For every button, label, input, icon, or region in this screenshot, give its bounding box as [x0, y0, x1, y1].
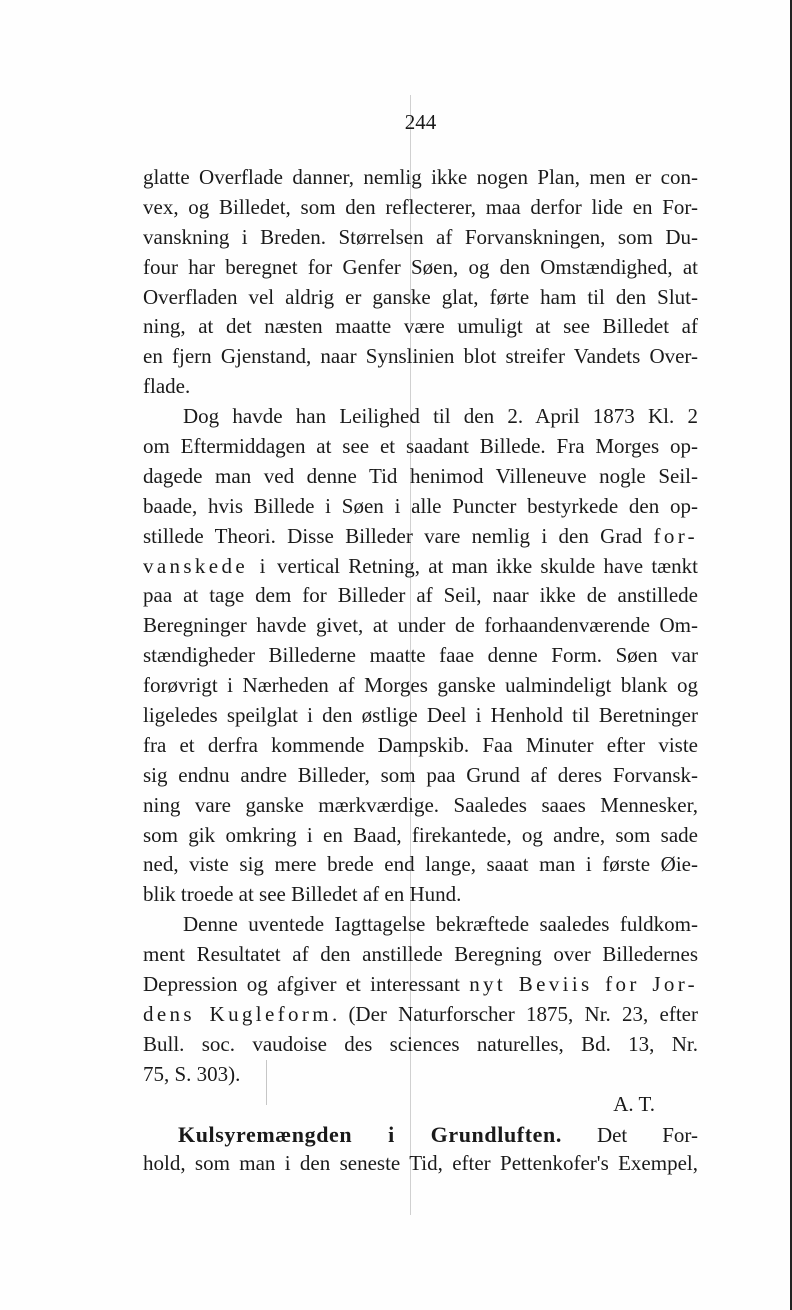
text-line: Bull. soc. vaudoise des sciences naturelles, Bd. 13, Nr. [143, 1031, 698, 1056]
text-line: Denne uventede Iagttagelse bekræftede saaledes fuldkom- [183, 912, 698, 937]
text-line: ning vare ganske mærkværdige. Saaledes saaes Mennesker, [143, 792, 698, 817]
text-line: en fjern Gjenstand, naar Synslinien blot streifer Vandets Over- [143, 344, 698, 369]
text-line: dagede man ved denne Tid henimod Villeneuve nogle Seil- [143, 463, 698, 488]
text-line: blik troede at see Billedet af en Hund. [143, 882, 462, 907]
text-line: om Eftermiddagen at see et saadant Billede. Fra Morges op- [143, 434, 698, 459]
text-line: Overfladen vel aldrig er ganske glat, førte ham til den Slut- [143, 284, 698, 309]
text-segment: vertical Retning, at man ikke skulde have tænkt [277, 553, 698, 578]
text-line: four har beregnet for Genfer Søen, og den Omstændighed, at [143, 254, 698, 279]
page-number: 244 [404, 110, 437, 134]
text-line: fra et derfra kommende Dampskib. Faa Minuter efter viste [143, 732, 698, 757]
text-line [143, 552, 698, 582]
text-line: som gik omkring i en Baad, firekantede, og andre, som sade [143, 822, 698, 847]
author-signature: A. T. [613, 1091, 655, 1116]
text-line: stændigheder Billederne maatte faae denne Form. Søen var [143, 643, 698, 668]
article-paragraph [143, 1120, 698, 1180]
text-line: baade, hvis Billede i Søen i alle Puncter bestyrkede den op- [143, 493, 698, 518]
text-line: ligeledes speilglat i den østlige Deel i Henhold til Beretninger [143, 703, 698, 728]
text-line: paa at tage dem for Billeder af Seil, naar ikke de anstillede [143, 583, 698, 608]
text-line: ment Resultatet af den anstillede Beregning over Billedernes [143, 942, 698, 967]
text-line: forøvrigt i Nærheden af Morges ganske ualmindeligt blank og [143, 673, 698, 698]
text-line [143, 970, 698, 1000]
text-segment: Det For- [596, 1122, 698, 1147]
paragraph-continued [143, 163, 698, 402]
spaced-emphasis: nyt Beviis for Jor- [469, 972, 698, 997]
text-segment: stillede Theori. Disse Billeder vare nemlig i den Grad [143, 523, 643, 548]
text-line: vanskning i Breden. Størrelsen af Forvanskningen, som Du- [143, 224, 698, 249]
text-line [143, 1000, 698, 1030]
text-line: hold, som man i den seneste Tid, efter Pettenkofer's Exempel, [143, 1151, 698, 1176]
text-segment: Depression og afgiver et interessant [143, 972, 460, 997]
spaced-emphasis: dens Kugleform [143, 1001, 332, 1026]
text-line: 75, S. 303). [143, 1061, 241, 1086]
text-segment: . (Der Naturforscher 1875, Nr. 23, efter [331, 1001, 698, 1026]
text-line: sig endnu andre Billeder, som paa Grund af deres Forvansk- [143, 762, 698, 787]
spaced-emphasis: vanskede i [143, 553, 269, 578]
spaced-emphasis: for- [653, 523, 698, 548]
text-line: glatte Overflade danner, nemlig ikke nogen Plan, men er con- [143, 165, 698, 189]
text-line [143, 1120, 698, 1150]
text-line [143, 522, 698, 552]
text-line: Dog havde han Leilighed til den 2. April 1873 Kl. 2 [183, 404, 698, 429]
text-line: ned, viste sig mere brede end lange, saaat man i første Øie- [143, 852, 698, 877]
text-line: flade. [143, 374, 191, 399]
text-line: Beregninger havde givet, at under de forhaandenværende Om- [143, 613, 698, 638]
text-line: vex, og Billedet, som den reflecterer, maa derfor lide en For- [143, 194, 698, 219]
text-block [143, 163, 698, 1179]
paragraph [143, 910, 698, 1089]
paragraph [143, 402, 698, 910]
text-line: ning, at det næsten maatte være umuligt at see Billedet af [143, 314, 698, 339]
article-title: Kulsyremængden i Grundluften. [178, 1121, 562, 1147]
